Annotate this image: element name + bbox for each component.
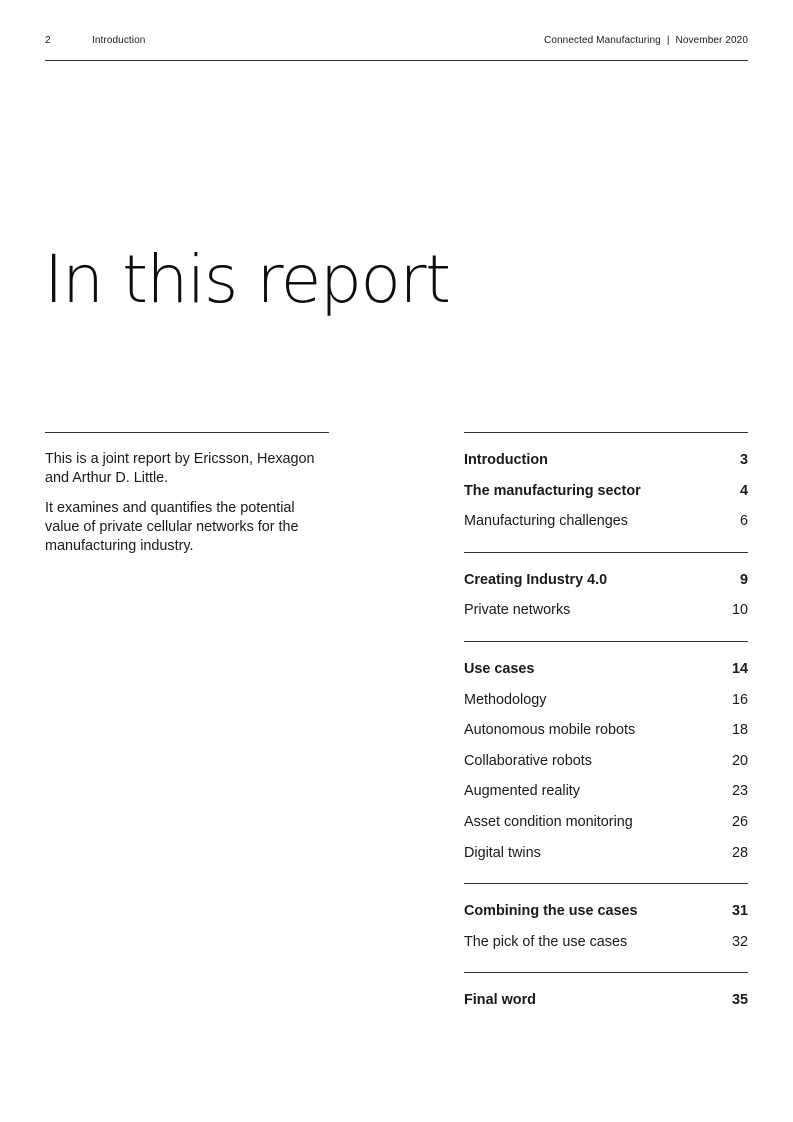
toc-entry[interactable] xyxy=(464,568,748,599)
table-of-contents xyxy=(464,432,748,1031)
toc-entry-label: Final word xyxy=(464,992,536,1009)
toc-section xyxy=(464,883,748,972)
toc-section xyxy=(464,552,748,641)
toc-entry-page: 28 xyxy=(731,844,748,861)
publication-title: Connected Manufacturing xyxy=(544,35,661,46)
intro-paragraph: It examines and quantifies the potential value of private cellular networks for the manufacturing industry. xyxy=(45,500,299,554)
toc-entry-page: 14 xyxy=(731,660,748,677)
toc-entry-label: Digital twins xyxy=(464,844,541,861)
toc-section xyxy=(464,641,748,883)
toc-entry[interactable] xyxy=(464,448,748,479)
toc-entry-label: Use cases xyxy=(464,660,535,677)
toc-entry-label: Collaborative robots xyxy=(464,752,592,769)
toc-entry-page: 6 xyxy=(739,513,748,530)
toc-entry[interactable] xyxy=(464,598,748,629)
section-name: Introduction xyxy=(92,35,146,46)
toc-entry-page: 4 xyxy=(739,482,748,499)
toc-entry-label: Asset condition monitoring xyxy=(464,813,633,830)
toc-entry-label: Introduction xyxy=(464,452,548,468)
toc-entry-label: Autonomous mobile robots xyxy=(464,722,636,739)
toc-entry[interactable] xyxy=(464,899,748,930)
intro-text xyxy=(45,432,329,567)
toc-entry-page: 9 xyxy=(739,571,748,588)
toc-entry[interactable] xyxy=(464,988,748,1019)
toc-entry-label: Manufacturing challenges xyxy=(464,513,628,530)
page-header xyxy=(45,34,748,61)
publication-date: November 2020 xyxy=(675,35,748,46)
toc-entry[interactable] xyxy=(464,718,748,749)
toc-entry[interactable] xyxy=(464,688,748,719)
toc-entry-label: Private networks xyxy=(464,602,571,619)
toc-entry[interactable] xyxy=(464,479,748,510)
toc-entry-label: Augmented reality xyxy=(464,783,580,800)
toc-entry-page: 10 xyxy=(731,602,748,619)
toc-entry-label: Methodology xyxy=(464,691,547,708)
page-number: 2 xyxy=(45,35,51,46)
toc-entry-label: The pick of the use cases xyxy=(464,933,628,950)
toc-entry[interactable] xyxy=(464,749,748,780)
toc-entry[interactable] xyxy=(464,841,748,872)
toc-entry-page: 16 xyxy=(731,691,748,708)
toc-entry-page: 20 xyxy=(731,752,748,769)
toc-section xyxy=(464,972,748,1031)
toc-section xyxy=(464,432,748,552)
toc-entry-label: Creating Industry 4.0 xyxy=(464,571,608,588)
publication-info xyxy=(544,35,748,46)
page-title: In this report xyxy=(44,241,450,318)
toc-entry-page: 3 xyxy=(739,452,748,468)
toc-entry-page: 26 xyxy=(731,813,748,830)
toc-entry[interactable] xyxy=(464,810,748,841)
toc-entry[interactable] xyxy=(464,779,748,810)
intro-paragraph: This is a joint report by Ericsson, Hexagon and Arthur D. Little. xyxy=(45,451,315,486)
toc-entry-label: The manufacturing sector xyxy=(464,482,641,499)
toc-entry-page: 35 xyxy=(731,992,748,1009)
toc-entry[interactable] xyxy=(464,657,748,688)
toc-entry[interactable] xyxy=(464,930,748,961)
toc-entry-page: 23 xyxy=(731,783,748,800)
header-separator: | xyxy=(666,35,670,46)
toc-entry-page: 31 xyxy=(731,903,748,920)
toc-entry-page: 32 xyxy=(731,933,748,950)
toc-entry[interactable] xyxy=(464,509,748,540)
toc-entry-label: Combining the use cases xyxy=(464,903,638,920)
toc-entry-page: 18 xyxy=(731,722,748,739)
